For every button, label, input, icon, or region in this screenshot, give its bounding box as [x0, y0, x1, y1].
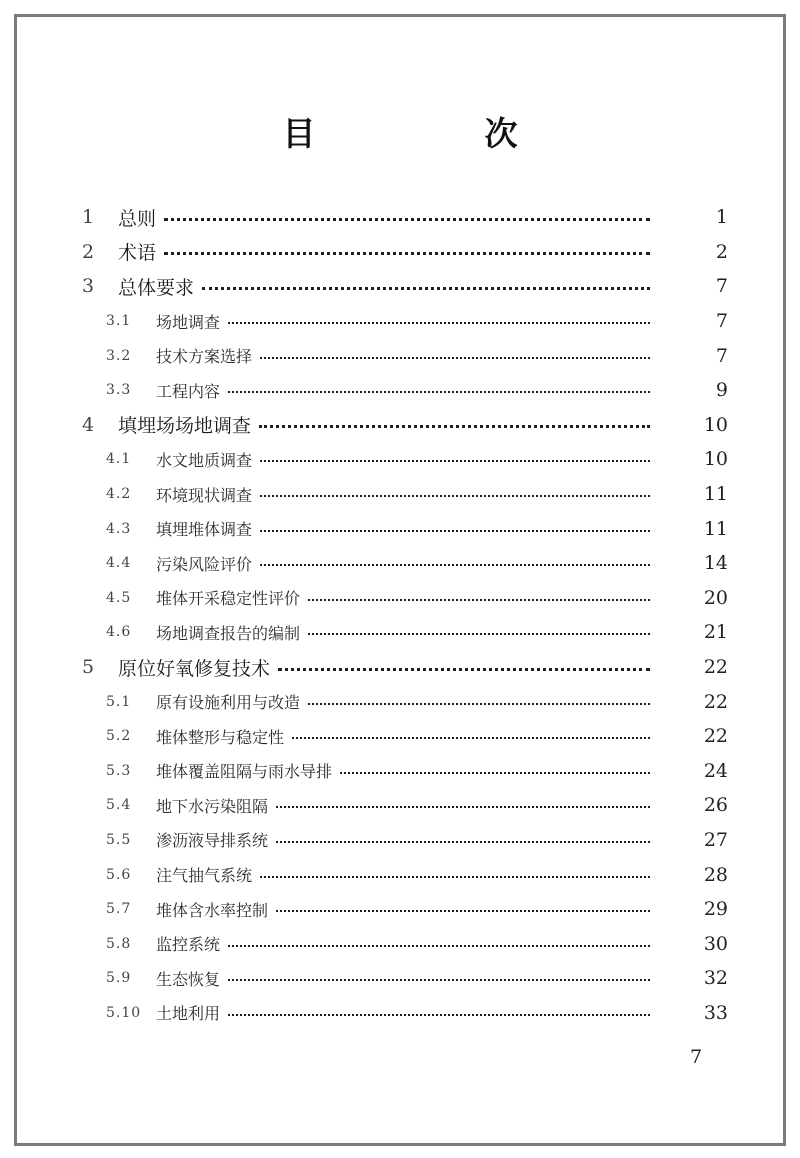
toc-section-entry[interactable] — [0, 684, 800, 719]
toc-entry-title: 污染风险评价 — [156, 554, 253, 574]
toc-dot-leader — [228, 1014, 650, 1016]
toc-entry-number: 5 — [82, 656, 95, 679]
toc-entry-title: 场地调查 — [156, 312, 221, 332]
toc-entry-page: 22 — [703, 690, 728, 713]
toc-entry-page: 11 — [703, 483, 728, 506]
toc-entry-page: 7 — [715, 310, 728, 333]
toc-entry-page: 11 — [703, 517, 728, 540]
page-number: 7 — [690, 1046, 703, 1068]
toc-section-entry[interactable] — [0, 996, 800, 1031]
toc-dot-leader — [228, 979, 650, 981]
toc-entry-number: 4.6 — [106, 624, 132, 641]
toc-entry-page: 20 — [703, 586, 728, 609]
toc-entry-number: 5.6 — [106, 866, 132, 883]
toc-entry-title: 填埋堆体调查 — [156, 520, 253, 540]
toc-entry-number: 5.9 — [106, 970, 132, 987]
toc-section-entry[interactable] — [0, 304, 800, 339]
toc-entry-title: 原有设施利用与改造 — [156, 693, 301, 713]
toc-entry-page: 9 — [715, 379, 728, 402]
toc-entry-page: 33 — [703, 1001, 728, 1024]
toc-section-entry[interactable] — [0, 961, 800, 996]
toc-entry-page: 24 — [703, 759, 728, 782]
toc-dot-leader — [228, 322, 650, 324]
toc-entry-title: 术语 — [118, 242, 157, 265]
toc-entry-title: 水文地质调查 — [156, 450, 253, 470]
toc-entry-page: 27 — [703, 828, 728, 851]
toc-section-entry[interactable] — [0, 615, 800, 650]
toc-entry-page: 28 — [703, 863, 728, 886]
toc-entry-number: 5.4 — [106, 797, 132, 814]
toc-chapter-entry[interactable] — [0, 269, 800, 304]
toc-dot-leader — [276, 806, 650, 808]
toc-dot-leader — [260, 460, 650, 462]
toc-entry-page: 14 — [703, 552, 728, 575]
toc-section-entry[interactable] — [0, 511, 800, 546]
toc-dot-leader — [308, 599, 650, 601]
toc-entry-number: 4.1 — [106, 451, 132, 468]
toc-entry-number: 4 — [82, 413, 95, 436]
toc-section-entry[interactable] — [0, 754, 800, 789]
toc-dot-leader — [164, 252, 650, 255]
toc-entry-page: 30 — [703, 932, 728, 955]
toc-entry-page: 10 — [703, 448, 728, 471]
toc-dot-leader — [260, 564, 650, 566]
toc-entry-title: 生态恢复 — [156, 969, 221, 989]
toc-entry-number: 3 — [82, 275, 95, 298]
toc-entry-page: 22 — [703, 656, 728, 679]
toc-entry-title: 土地利用 — [156, 1004, 221, 1024]
toc-entry-number: 2 — [82, 240, 95, 263]
toc-entry-title: 总体要求 — [118, 276, 195, 299]
toc-entry-page: 32 — [703, 967, 728, 990]
toc-dot-leader — [164, 218, 650, 221]
toc-entry-number: 4.5 — [106, 589, 132, 606]
toc-dot-leader — [308, 703, 650, 705]
toc-entry-number: 3.2 — [106, 347, 132, 364]
toc-section-entry[interactable] — [0, 442, 800, 477]
toc-dot-leader — [260, 495, 650, 497]
toc-section-entry[interactable] — [0, 857, 800, 892]
toc-section-entry[interactable] — [0, 546, 800, 581]
table-of-contents — [0, 200, 800, 1030]
toc-entry-page: 10 — [703, 413, 728, 436]
toc-entry-title: 堆体含水率控制 — [156, 900, 269, 920]
toc-dot-leader — [260, 357, 650, 359]
toc-section-entry[interactable] — [0, 823, 800, 858]
toc-entry-title: 监控系统 — [156, 935, 221, 955]
toc-entry-title: 原位好氧修复技术 — [118, 657, 271, 680]
toc-entry-number: 5.3 — [106, 762, 132, 779]
toc-entry-title: 环境现状调查 — [156, 485, 253, 505]
toc-section-entry[interactable] — [0, 926, 800, 961]
toc-section-entry[interactable] — [0, 788, 800, 823]
toc-chapter-entry[interactable] — [0, 235, 800, 270]
toc-entry-title: 堆体整形与稳定性 — [156, 727, 285, 747]
toc-chapter-entry[interactable] — [0, 200, 800, 235]
toc-section-entry[interactable] — [0, 477, 800, 512]
toc-entry-number: 5.7 — [106, 901, 132, 918]
toc-entry-number: 3.3 — [106, 382, 132, 399]
toc-section-entry[interactable] — [0, 892, 800, 927]
toc-dot-leader — [292, 737, 650, 739]
toc-entry-number: 1 — [82, 206, 95, 229]
toc-entry-page: 1 — [715, 206, 728, 229]
toc-dot-leader — [259, 425, 650, 428]
toc-entry-number: 4.3 — [106, 520, 132, 537]
toc-entry-title: 总则 — [118, 207, 157, 230]
toc-dot-leader — [278, 668, 650, 671]
toc-entry-title: 堆体开采稳定性评价 — [156, 589, 301, 609]
toc-entry-number: 5.1 — [106, 693, 132, 710]
toc-entry-number: 5.5 — [106, 831, 132, 848]
toc-chapter-entry[interactable] — [0, 408, 800, 443]
toc-entry-number: 4.2 — [106, 486, 132, 503]
toc-entry-title: 填埋场场地调查 — [118, 415, 252, 438]
toc-dot-leader — [228, 391, 650, 393]
toc-section-entry[interactable] — [0, 581, 800, 616]
toc-entry-title: 地下水污染阻隔 — [156, 796, 269, 816]
toc-entry-title: 堆体覆盖阻隔与雨水导排 — [156, 762, 333, 782]
toc-entry-page: 21 — [703, 621, 728, 644]
toc-dot-leader — [276, 910, 650, 912]
toc-entry-title: 技术方案选择 — [156, 347, 253, 367]
toc-dot-leader — [340, 772, 650, 774]
toc-entry-number: 3.1 — [106, 313, 132, 330]
toc-entry-page: 7 — [715, 344, 728, 367]
toc-dot-leader — [260, 530, 650, 532]
toc-entry-number: 4.4 — [106, 555, 132, 572]
toc-entry-number: 5.8 — [106, 935, 132, 952]
toc-entry-page: 7 — [715, 275, 728, 298]
toc-entry-page: 22 — [703, 725, 728, 748]
toc-entry-title: 工程内容 — [156, 381, 221, 401]
toc-entry-page: 29 — [703, 898, 728, 921]
toc-dot-leader — [276, 841, 650, 843]
toc-chapter-entry[interactable] — [0, 650, 800, 685]
toc-entry-number: 5.2 — [106, 728, 132, 745]
toc-entry-title: 注气抽气系统 — [156, 866, 253, 886]
toc-entry-page: 2 — [715, 240, 728, 263]
toc-dot-leader — [260, 876, 650, 878]
toc-section-entry[interactable] — [0, 719, 800, 754]
toc-section-entry[interactable] — [0, 373, 800, 408]
toc-dot-leader — [202, 287, 650, 290]
toc-entry-title: 场地调查报告的编制 — [156, 623, 301, 643]
toc-entry-title: 渗沥液导排系统 — [156, 831, 269, 851]
page-title: 目 次 — [282, 114, 586, 153]
toc-section-entry[interactable] — [0, 338, 800, 373]
toc-dot-leader — [308, 633, 650, 635]
toc-dot-leader — [228, 945, 650, 947]
toc-entry-page: 26 — [703, 794, 728, 817]
toc-entry-number: 5.10 — [106, 1004, 142, 1021]
